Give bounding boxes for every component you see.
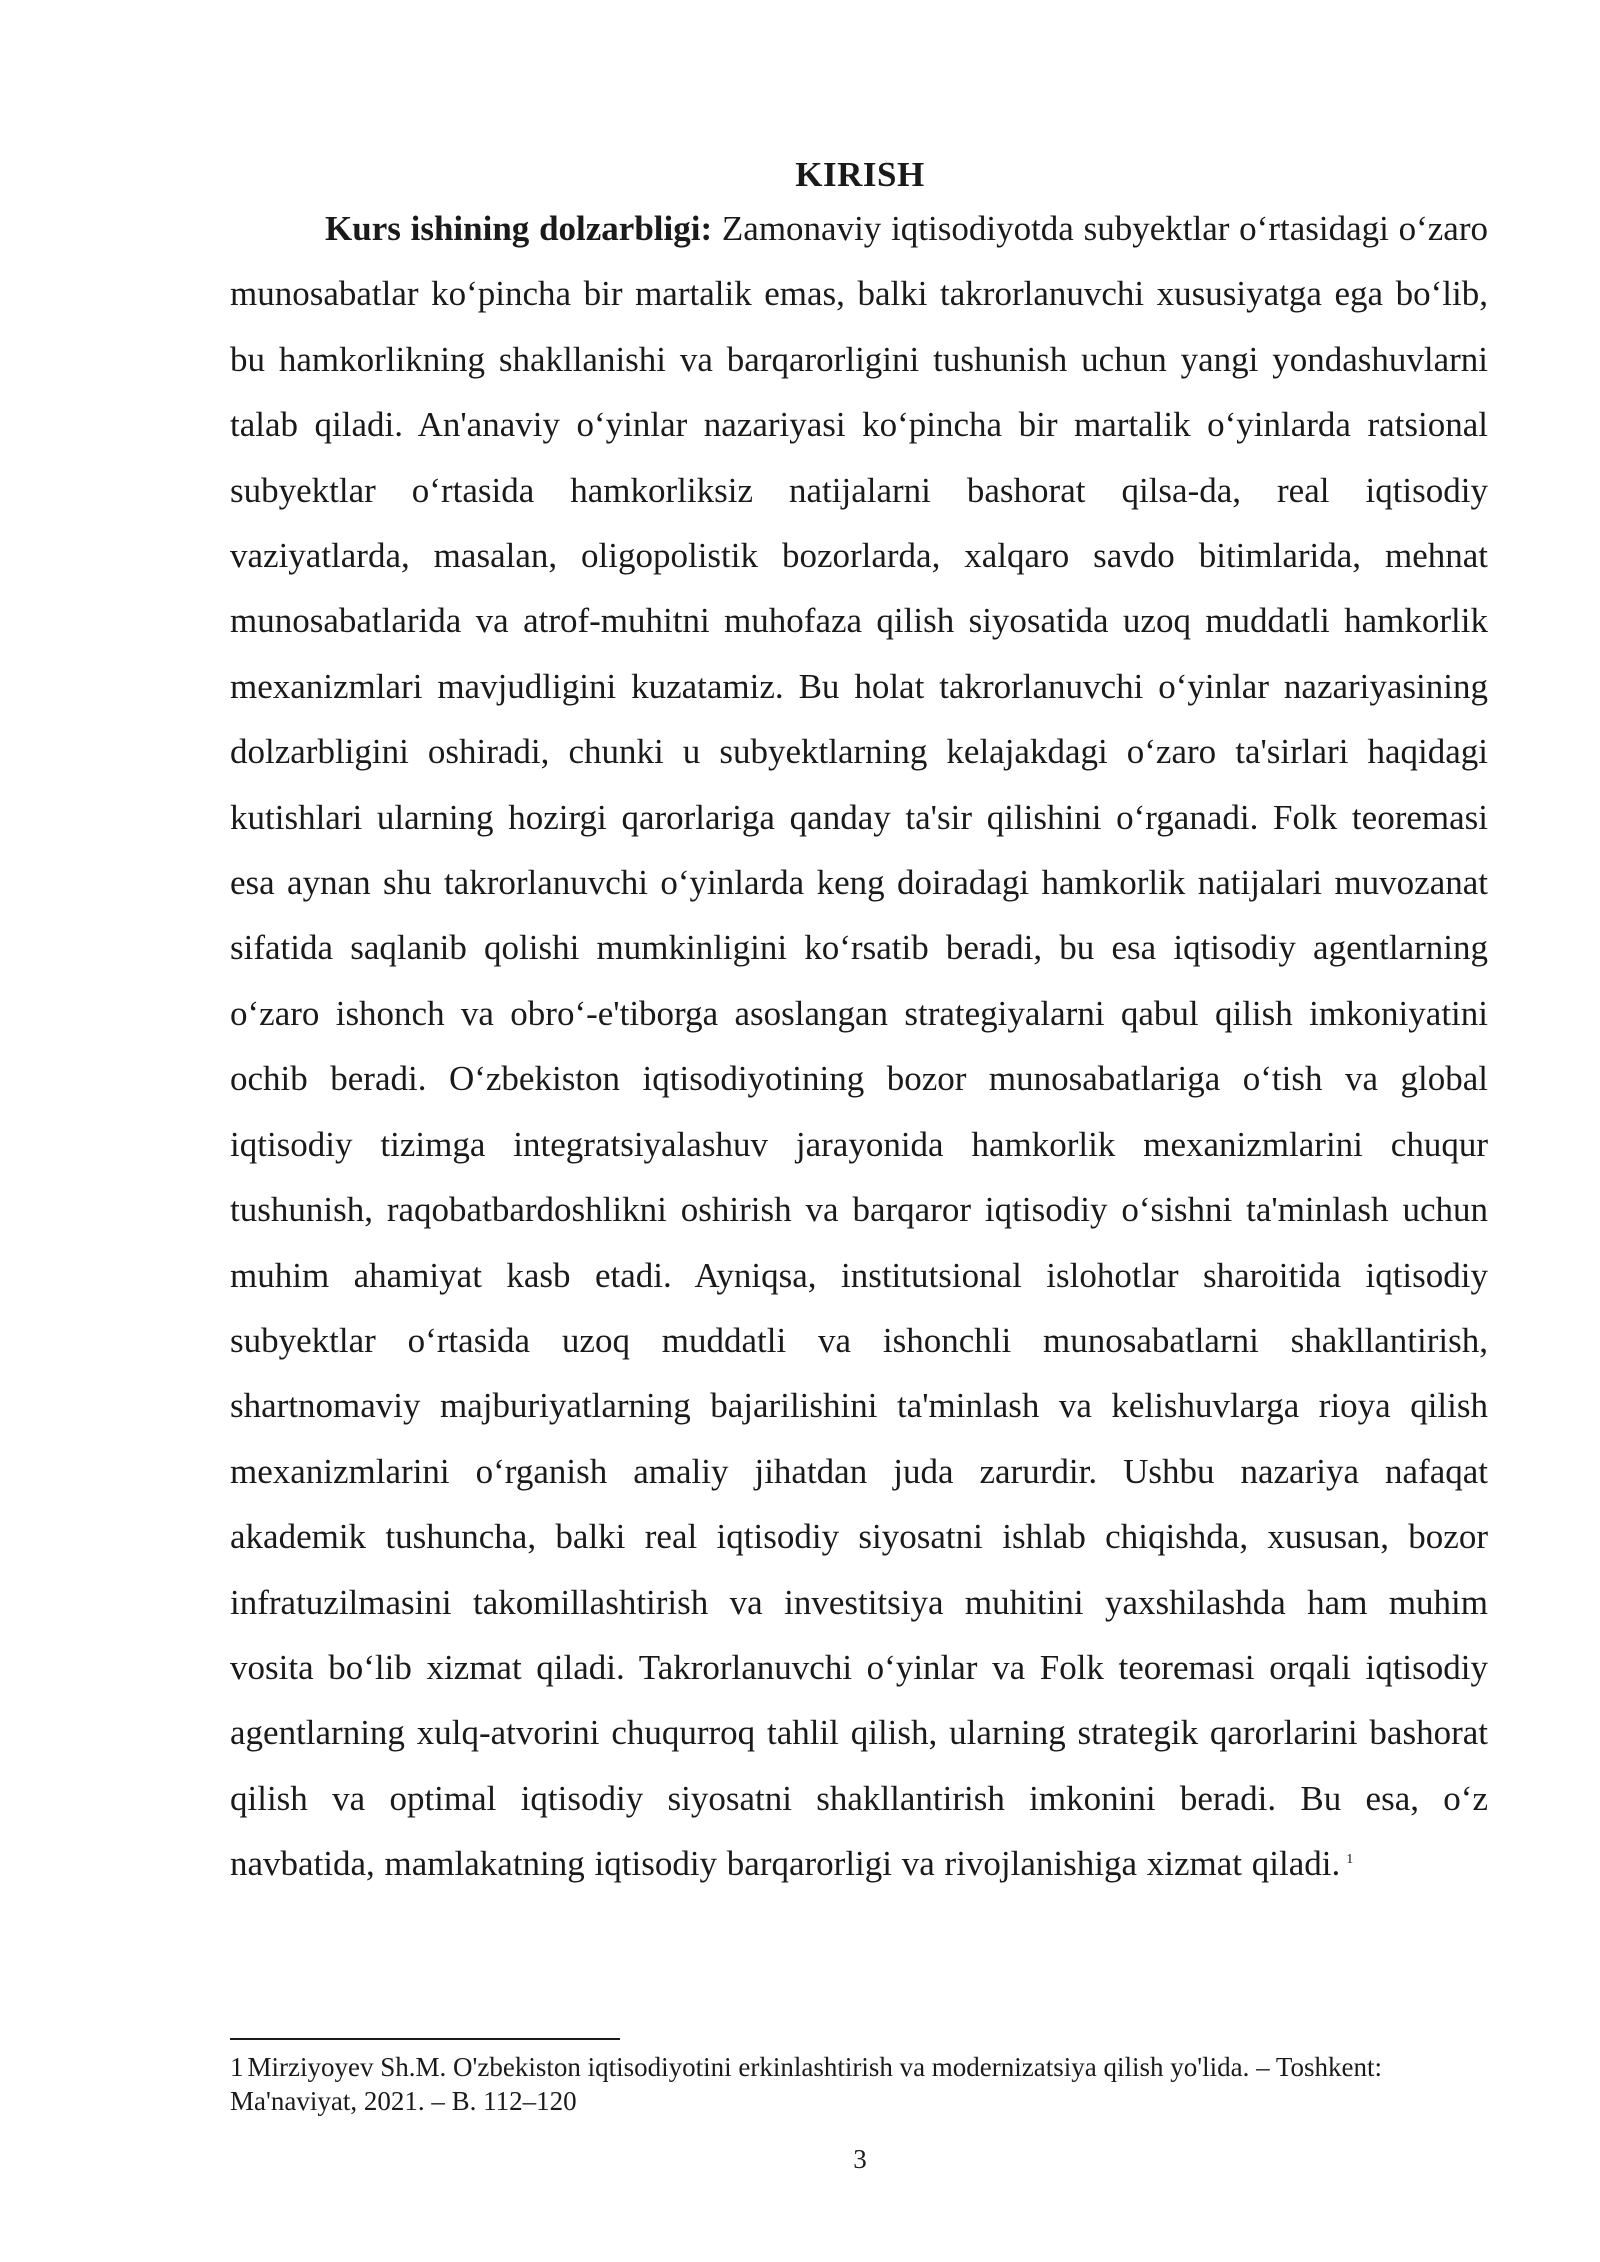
page-number: 3	[853, 2144, 867, 2174]
intro-paragraph	[230, 196, 1488, 1897]
footnote-number: 1	[230, 2052, 244, 2082]
section-heading: KIRISH	[795, 155, 925, 194]
footnote	[230, 2050, 1488, 2118]
intro-lead: Kurs ishining dolzarbligi:	[325, 209, 713, 248]
footnote-separator	[230, 2038, 620, 2040]
footnote-reference[interactable]: 1	[1346, 1852, 1354, 1868]
footnote-text: Mirziyoyev Sh.M. O'zbekiston iqtisodiyotini erkinlashtirish va modernizatsiya qilish yo'lida. – Toshkent: Ma'naviyat, 2021. – B. 112–120	[230, 2052, 1382, 2116]
intro-text: Zamonaviy iqtisodiyotda subyektlar o‘rtasidagi o‘zaro munosabatlar ko‘pincha bir martalik emas, balki takrorlanuvchi xususiyatga ega bo‘lib, bu hamkorlikning shakllanishi va barqarorligini tushunish uchun yangi yondashuvlarni talab qiladi. An'anaviy o‘yinlar nazariyasi ko‘pincha bir martalik o‘yinlarda ratsional subyektlar o‘rtasida hamkorliksiz natijalarni bashorat qilsa-da, real iqtisodiy vaziyatlarda, masalan, oligopolistik bozorlarda, xalqaro savdo bitimlarida, mehnat munosabatlarida va atrof-muhitni muhofaza qilish siyosatida uzoq muddatli hamkorlik mexanizmlari mavjudligini kuzatamiz. Bu holat takrorlanuvchi o‘yinlar nazariyasining dolzarbligini oshiradi, chunki u subyektlarning kelajakdagi o‘zaro ta'sirlari haqidagi kutishlari ularning hozirgi qarorlariga qanday ta'sir qilishini o‘rganadi. Folk teoremasi esa aynan shu takrorlanuvchi o‘yinlarda keng doiradagi hamkorlik natijalari muvozanat sifatida saqlanib qolishi mumkinligini ko‘rsatib beradi, bu esa iqtisodiy agentlarning o‘zaro ishonch va obro‘-e'tiborga asoslangan strategiyalarni qabul qilish imkoniyatini ochib beradi. O‘zbekiston iqtisodiyotining bozor munosabatlariga o‘tish va global iqtisodiy tizimga integratsiyalashuv jarayonida hamkorlik mexanizmlarini chuqur tushunish, raqobatbardoshlikni oshirish va barqaror iqtisodiy o‘sishni ta'minlash uchun muhim ahamiyat kasb etadi. Ayniqsa, institutsional islohotlar sharoitida iqtisodiy subyektlar o‘rtasida uzoq muddatli va ishonchli munosabatlarni shakllantirish, shartnomaviy majburiyatlarning bajarilishini ta'minlash va kelishuvlarga rioya qilish mexanizmlarini o‘rganish amaliy jihatdan juda zarurdir. Ushbu nazariya nafaqat akademik tushuncha, balki real iqtisodiy siyosatni ishlab chiqishda, xususan, bozor infratuzilmasini takomillashtirish va investitsiya muhitini yaxshilashda ham muhim vosita bo‘lib xizmat qiladi. Takrorlanuvchi o‘yinlar va Folk teoremasi orqali iqtisodiy agentlarning xulq-atvorini chuqurroq tahlil qilish, ularning strategik qarorlarini bashorat qilish va optimal iqtisodiy siyosatni shakllantirish imkonini beradi. Bu esa, o‘z navbatida, mamlakatning iqtisodiy barqarorligi va rivojlanishiga xizmat qiladi.	[230, 209, 1488, 1884]
